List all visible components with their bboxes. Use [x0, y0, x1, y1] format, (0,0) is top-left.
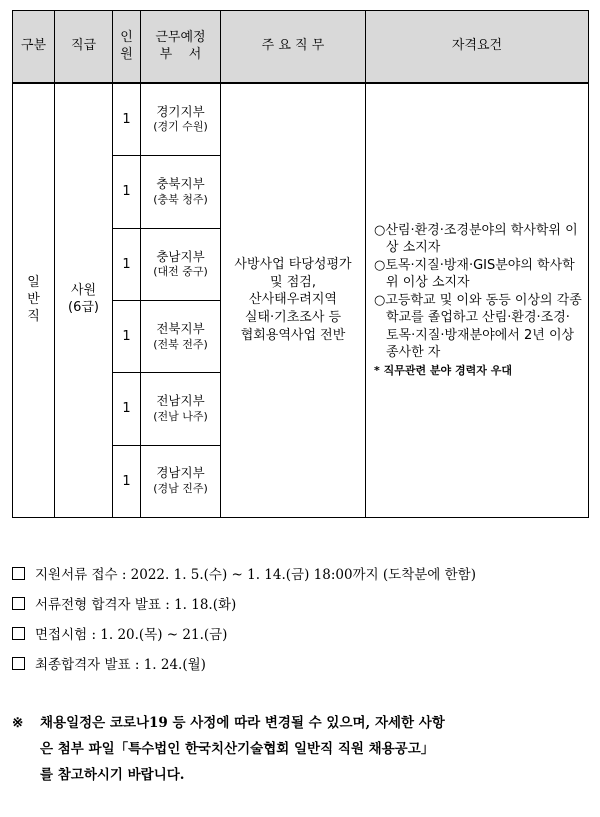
qualifications-cell	[366, 83, 589, 518]
checkbox-square-icon	[12, 627, 25, 640]
department-cell: 경기지부 (경기 수원)	[141, 83, 221, 156]
table-row	[13, 83, 589, 156]
department-cell: 전북지부 (전북 전주)	[141, 301, 221, 373]
qualification-item: ○고등학교 및 이와 동등 이상의 각종 학교를 졸업하고 산림·환경·조경·토목·지질·방재분야에서 2년 이상 종사한 자	[374, 292, 582, 361]
header-qualifications: 자격요건	[366, 11, 589, 83]
footnote: ※ 채용일정은 코로나19 등 사정에 따라 변경될 수 있으며, 자세한 사항 은 첨부 파일「특수법인 한국치산기술협회 일반직 직원 채용공고」 를 참고하시기 바랍니다.	[12, 710, 582, 788]
headcount-cell: 1	[113, 83, 141, 156]
duties-cell: 사방사업 타당성평가 및 점검, 산사태우려지역 실태·기초조사 등 협회용역사업 전반	[221, 83, 366, 518]
department-cell: 전남지부 (전남 나주)	[141, 373, 221, 445]
header-headcount: 인 원	[113, 11, 141, 83]
department-cell: 경남지부 (경남 진주)	[141, 445, 221, 517]
reference-mark-icon: ※	[12, 715, 24, 731]
recruitment-table	[12, 10, 589, 518]
header-grade: 직급	[55, 11, 113, 83]
preference-note: * 직무관련 분야 경력자 우대	[374, 364, 512, 378]
headcount-cell: 1	[113, 301, 141, 373]
headcount-cell: 1	[113, 373, 141, 445]
headcount-cell: 1	[113, 156, 141, 228]
header-category: 구분	[13, 11, 55, 83]
headcount-cell: 1	[113, 445, 141, 517]
header-department: 근무예정 부 서	[141, 11, 221, 83]
schedule-item: 최종합격자 발표 : 1. 24.(월)	[12, 653, 592, 673]
header-duties: 주 요 직 무	[221, 11, 366, 83]
department-cell: 충남지부 (대전 중구)	[141, 228, 221, 300]
checkbox-square-icon	[12, 657, 25, 670]
qualification-item: ○산림·환경·조경분야의 학사학위 이상 소지자	[374, 222, 578, 256]
category-cell: 일 반 직	[13, 83, 55, 518]
grade-cell: 사원 (6급)	[55, 83, 113, 518]
department-cell: 충북지부 (충북 청주)	[141, 156, 221, 228]
headcount-cell: 1	[113, 228, 141, 300]
schedule-item: 서류전형 합격자 발표 : 1. 18.(화)	[12, 593, 592, 613]
table-header-row	[13, 11, 589, 83]
schedule-item: 면접시험 : 1. 20.(목) ~ 21.(금)	[12, 623, 592, 643]
checkbox-square-icon	[12, 567, 25, 580]
qualification-item: ○토목·지질·방재·GIS분야의 학사학위 이상 소지자	[374, 257, 575, 291]
checkbox-square-icon	[12, 597, 25, 610]
schedule-item: 지원서류 접수 : 2022. 1. 5.(수) ~ 1. 14.(금) 18:00까지 (도착분에 한함)	[12, 563, 592, 583]
